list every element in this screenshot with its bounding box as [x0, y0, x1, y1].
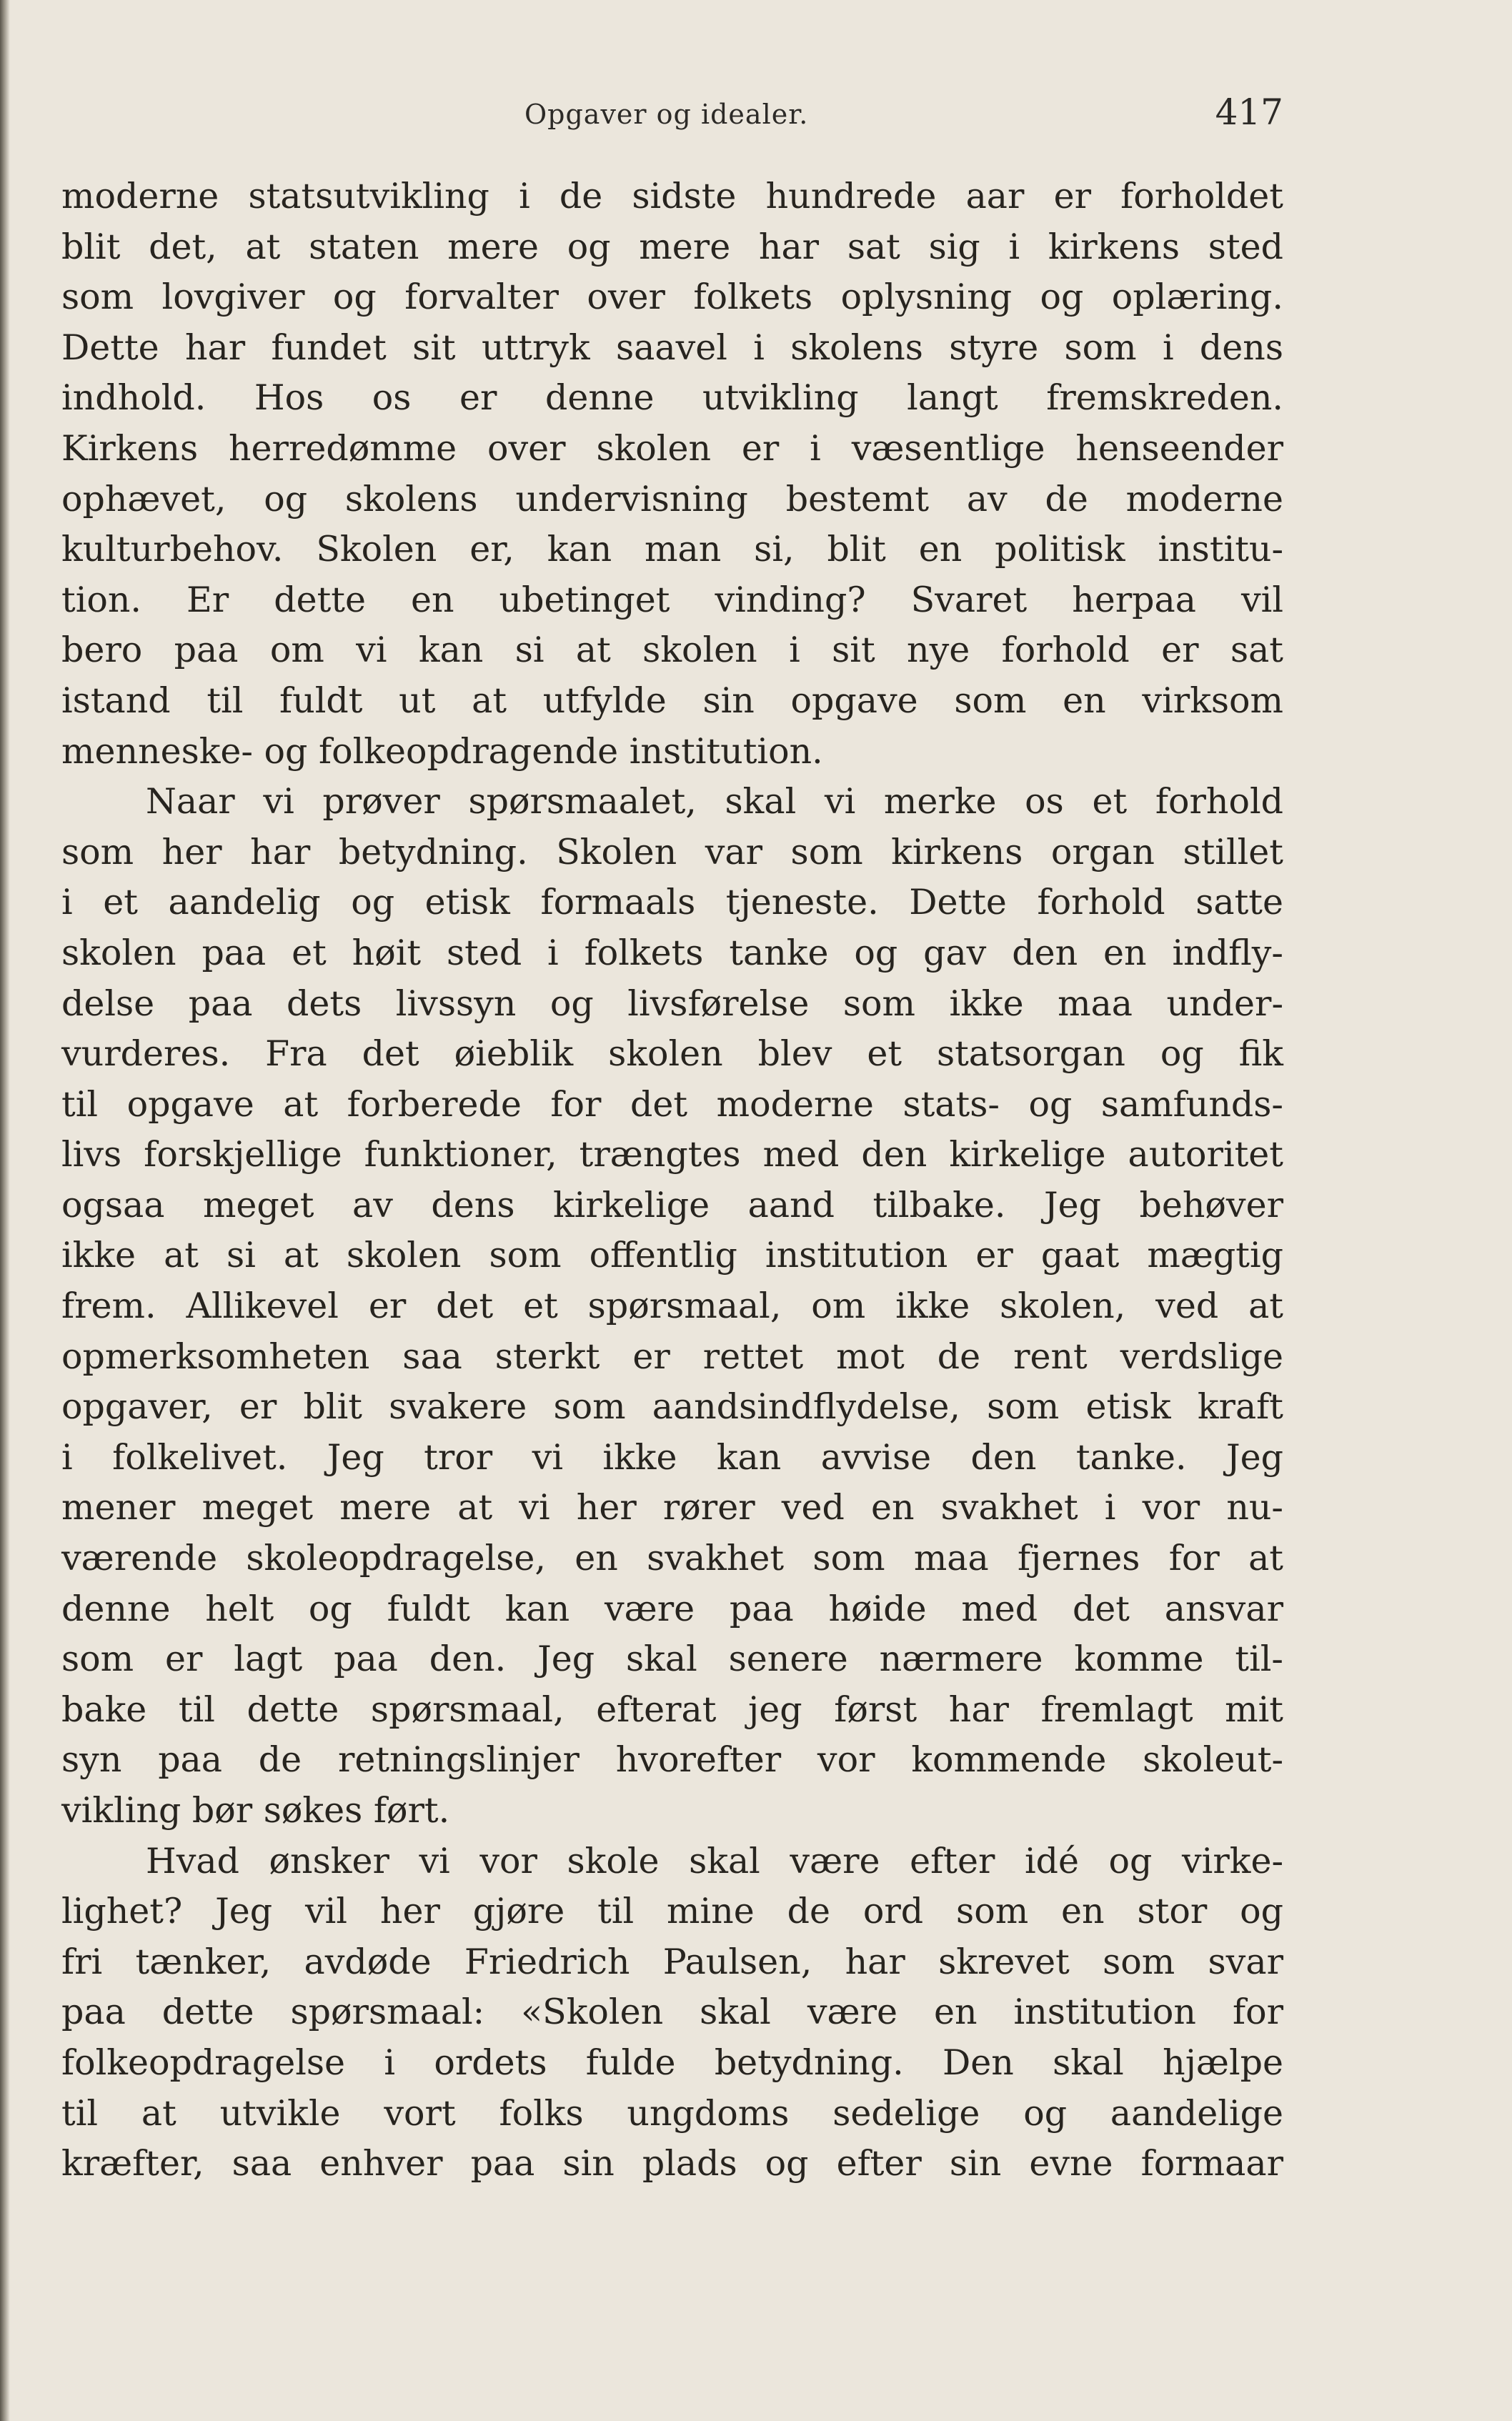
text-line: fri tænker, avdøde Friedrich Paulsen, har skrevet som svar	[61, 1941, 1283, 1982]
text-line: som lovgiver og forvalter over folkets oplysning og oplæring.	[61, 277, 1283, 318]
text-line: opgaver, er blit svakere som aandsindflydelse, som etisk kraft	[61, 1386, 1283, 1428]
text-line: blit det, at staten mere og mere har sat sig i kirkens sted	[61, 226, 1283, 267]
text-line: kulturbehov. Skolen er, kan man si, blit en politisk institu-	[61, 529, 1283, 570]
text-line: Naar vi prøver spørsmaalet, skal vi merke os et forhold	[146, 781, 1283, 822]
text-line: bero paa om vi kan si at skolen i sit nye forhold er sat	[61, 630, 1283, 671]
text-line: Kirkens herredømme over skolen er i væsentlige henseender	[61, 427, 1283, 469]
text-line: Hvad ønsker vi vor skole skal være efter idé og virke-	[146, 1840, 1283, 1881]
text-line: indhold. Hos os er denne utvikling langt fremskreden.	[61, 377, 1283, 419]
paragraph-2	[61, 777, 1283, 1836]
binding-edge-shadow	[0, 0, 10, 2421]
text-line: ophævet, og skolens undervisning bestemt av de moderne	[61, 478, 1283, 520]
paragraph-1	[61, 171, 1283, 777]
text-line: frem. Allikevel er det et spørsmaal, om ikke skolen, ved at	[61, 1286, 1283, 1327]
text-line: til opgave at forberede for det moderne stats- og samfunds-	[61, 1083, 1283, 1125]
text-line: opmerksomheten saa sterkt er rettet mot de rent verdslige	[61, 1336, 1283, 1377]
text-line: i folkelivet. Jeg tror vi ikke kan avvise den tanke. Jeg	[61, 1436, 1283, 1478]
page-number: 417	[1215, 91, 1283, 133]
text-line: vurderes. Fra det øieblik skolen blev et statsorgan og fik	[61, 1033, 1283, 1075]
text-line: moderne statsutvikling i de sidste hundrede aar er forholdet	[61, 176, 1283, 217]
text-line: denne helt og fuldt kan være paa høide med det ansvar	[61, 1588, 1283, 1629]
body-text	[61, 171, 1283, 2189]
text-line: som er lagt paa den. Jeg skal senere nærmere komme til-	[61, 1639, 1283, 1680]
text-line: mener meget mere at vi her rører ved en svakhet i vor nu-	[61, 1487, 1283, 1528]
text-line: livs forskjellige funktioner, trængtes med den kirkelige autoritet	[61, 1134, 1283, 1175]
running-head: Opgaver og idealer.	[524, 99, 809, 130]
text-line: bake til dette spørsmaal, efterat jeg først har fremlagt mit	[61, 1689, 1283, 1730]
text-line: menneske- og folkeopdragende institution.	[61, 730, 823, 772]
text-line: syn paa de retningslinjer hvorefter vor kommende skoleut-	[61, 1739, 1283, 1781]
text-line: delse paa dets livssyn og livsførelse som ikke maa under-	[61, 983, 1283, 1024]
text-line: vikling bør søkes ført.	[61, 1790, 450, 1831]
text-line: kræfter, saa enhver paa sin plads og efter sin evne formaar	[61, 2143, 1283, 2184]
text-line: værende skoleopdragelse, en svakhet som maa fjernes for at	[61, 1538, 1283, 1579]
text-line: i et aandelig og etisk formaals tjeneste. Dette forhold satte	[61, 882, 1283, 923]
text-line: til at utvikle vort folks ungdoms sedelige og aandelige	[61, 2092, 1283, 2134]
text-line: paa dette spørsmaal: «Skolen skal være en institution for	[61, 1992, 1283, 2033]
text-line: lighet? Jeg vil her gjøre til mine de ord som en stor og	[61, 1891, 1283, 1932]
text-line: skolen paa et høit sted i folkets tanke og gav den en indfly-	[61, 932, 1283, 973]
text-line: som her har betydning. Skolen var som kirkens organ stillet	[61, 831, 1283, 873]
text-line: Dette har fundet sit uttryk saavel i skolens styre som i dens	[61, 327, 1283, 368]
paragraph-3	[61, 1836, 1283, 2189]
text-line: folkeopdragelse i ordets fulde betydning. Den skal hjælpe	[61, 2042, 1283, 2083]
text-line: ikke at si at skolen som offentlig institution er gaat mægtig	[61, 1235, 1283, 1276]
page-header	[61, 91, 1283, 141]
text-line: tion. Er dette en ubetinget vinding? Svaret herpaa vil	[61, 579, 1283, 620]
text-line: ogsaa meget av dens kirkelige aand tilbake. Jeg behøver	[61, 1184, 1283, 1226]
text-line: istand til fuldt ut at utfylde sin opgave som en virksom	[61, 680, 1283, 721]
